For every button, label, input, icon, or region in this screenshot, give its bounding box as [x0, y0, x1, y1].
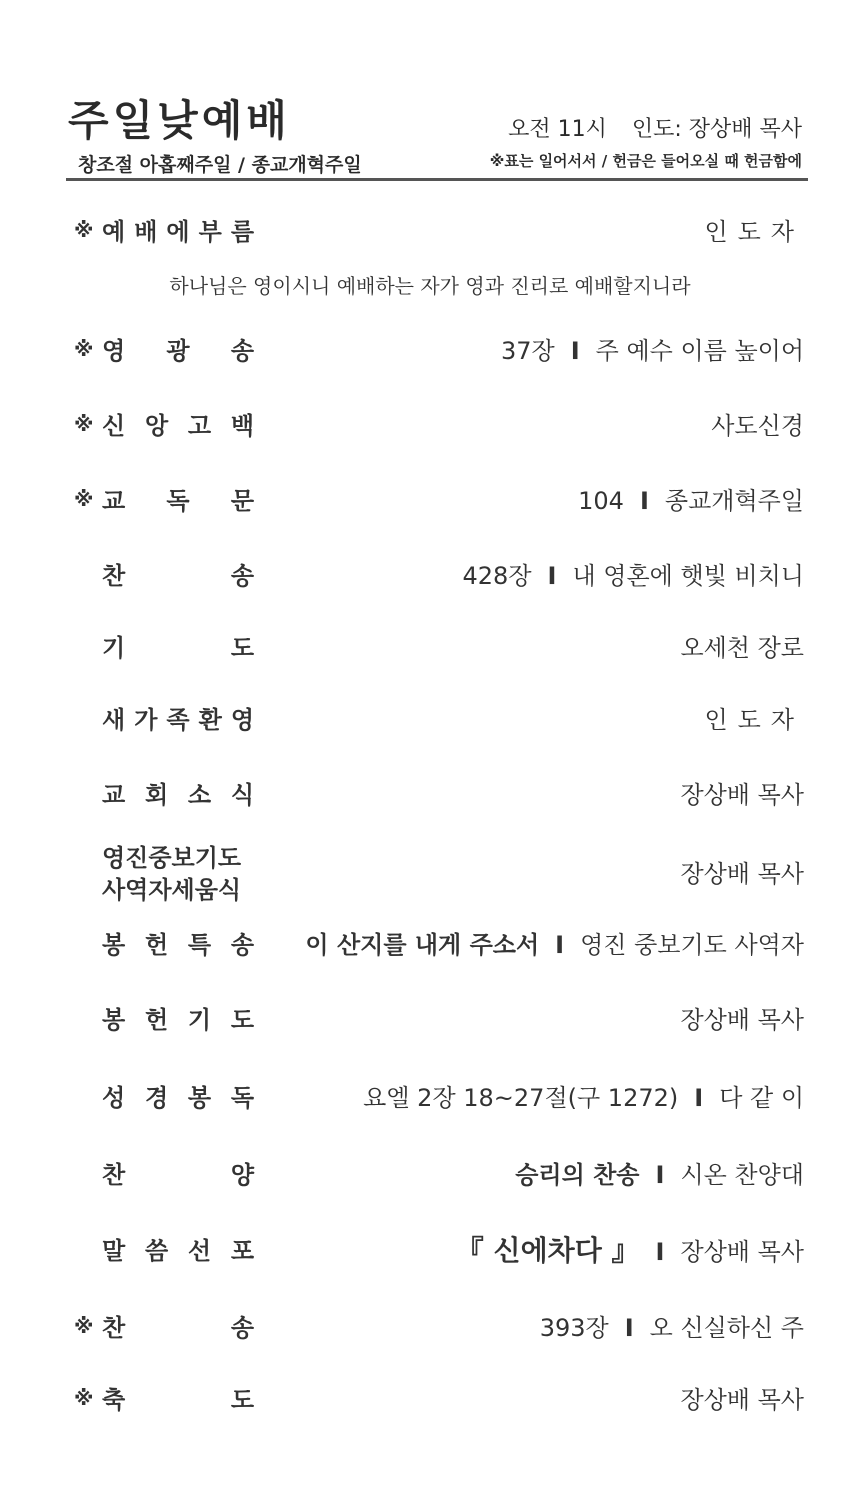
order-label-char: 찬: [102, 1314, 126, 1342]
order-label-char: 송: [230, 1314, 254, 1342]
order-label-char: 배: [134, 218, 158, 246]
order-label: [102, 558, 254, 594]
order-detail-main: 장상배 목사: [680, 1386, 804, 1414]
order-detail-main: 요엘 2장 18~27절(구 1272): [363, 1084, 679, 1112]
order-detail-rest: 종교개혁주일: [664, 487, 804, 515]
order-item: [0, 1080, 860, 1120]
order-label-char: 앙: [144, 412, 169, 440]
service-info: [508, 112, 802, 143]
order-label-char: 백: [230, 412, 254, 440]
order-item: [0, 1382, 860, 1422]
standing-mark: ※: [74, 1386, 94, 1410]
order-label-char: 찬: [102, 562, 126, 590]
order-label: [102, 333, 254, 369]
separator: Ι: [639, 487, 649, 515]
order-detail-main: 인도자: [704, 706, 804, 734]
order-detail: [501, 333, 804, 369]
order-label: [102, 777, 254, 813]
service-leader: 인도: 장상배 목사: [631, 117, 802, 142]
order-item: [0, 1233, 860, 1273]
order-label-char: 신: [102, 412, 126, 440]
order-item: [0, 1310, 860, 1350]
order-label-char: 헌: [144, 931, 169, 959]
order-detail-main: 오세천 장로: [680, 634, 804, 662]
order-detail: [711, 408, 804, 444]
order-label-char: 예: [102, 218, 126, 246]
order-item: [0, 842, 860, 906]
order-label-char: 교: [102, 781, 126, 809]
order-label-char: 문: [230, 487, 254, 515]
order-label-char: 광: [166, 337, 190, 365]
order-label-char: 도: [230, 1006, 254, 1034]
order-label: [102, 1080, 254, 1116]
order-item: [0, 927, 860, 967]
order-label-char: 부: [198, 218, 222, 246]
order-detail: [540, 1310, 804, 1346]
service-time: 오전 11시: [508, 117, 607, 142]
order-detail-main: 장상배 목사: [680, 860, 804, 888]
order-detail-main: 승리의 찬송: [515, 1161, 640, 1189]
order-detail: [578, 483, 804, 519]
order-label-char: 회: [144, 781, 169, 809]
order-item: [0, 1002, 860, 1042]
order-item: [0, 558, 860, 598]
order-label-char: 가: [134, 706, 158, 734]
order-label-char: 봉: [187, 1084, 212, 1112]
order-label: [102, 214, 254, 250]
order-label-char: 독: [166, 487, 190, 515]
order-item: [0, 1157, 860, 1197]
order-detail-rest: 다 같 이: [719, 1084, 804, 1112]
order-label: [102, 1157, 254, 1193]
order-label-char: 소: [187, 781, 212, 809]
order-label-char: 식: [230, 781, 254, 809]
separator: Ι: [570, 337, 580, 365]
order-label-char: 송: [230, 562, 254, 590]
order-item: [0, 630, 860, 670]
standing-mark: ※: [74, 487, 94, 511]
standing-mark: ※: [74, 218, 94, 242]
order-detail-rest: 내 영혼에 햇빛 비치니: [572, 562, 804, 590]
order-detail-main: 『 신에차다 』: [455, 1234, 640, 1267]
order-label-char: 영: [230, 706, 254, 734]
order-label: [102, 842, 254, 906]
separator: Ι: [547, 562, 557, 590]
order-detail: [680, 1002, 804, 1038]
order-detail-rest: 주 예수 이름 높이어: [595, 337, 804, 365]
order-label-char: 봉: [102, 1006, 126, 1034]
order-detail-main: 428장: [462, 562, 532, 590]
order-label-char: 환: [198, 706, 222, 734]
order-label-char: 말: [102, 1237, 126, 1265]
order-detail: [305, 927, 804, 963]
order-label-char: 기: [102, 634, 126, 662]
order-detail: [456, 1233, 804, 1270]
standing-note: ※표는 일어서서 / 헌금은 들어오실 때 헌금함에: [489, 152, 802, 170]
order-label: [102, 408, 254, 444]
order-label-char: 에: [166, 218, 190, 246]
order-detail: [463, 558, 804, 594]
standing-mark: ※: [74, 1314, 94, 1338]
separator: Ι: [655, 1238, 665, 1266]
order-detail-rest: 시온 찬양대: [680, 1161, 804, 1189]
order-label-char: 봉: [102, 931, 126, 959]
order-label-char: 기: [187, 1006, 212, 1034]
order-label-char: 선: [187, 1237, 212, 1265]
order-detail: [680, 1382, 804, 1418]
order-label-char: 포: [230, 1237, 254, 1265]
order-label-char: 송: [230, 337, 254, 365]
order-label-char: 도: [230, 634, 254, 662]
order-detail-main: 104: [578, 487, 624, 515]
order-detail: [704, 214, 804, 250]
order-item: [0, 408, 860, 448]
header-divider: [66, 178, 808, 181]
order-detail-main: 사도신경: [711, 412, 804, 440]
order-detail: [363, 1080, 804, 1116]
order-detail: [680, 777, 804, 813]
order-detail-rest: 오 신실하신 주: [649, 1314, 804, 1342]
order-label-char: 헌: [144, 1006, 169, 1034]
order-detail-main: 393장: [539, 1314, 609, 1342]
order-label: [102, 927, 254, 963]
order-label-char: 성: [102, 1084, 126, 1112]
order-detail-rest: 장상배 목사: [680, 1238, 804, 1266]
order-detail: [515, 1157, 804, 1193]
order-detail-main: 이 산지를 내게 주소서: [305, 931, 540, 959]
order-label-char: 교: [102, 487, 126, 515]
page-title: 주일낮예배: [68, 96, 291, 145]
order-label-char: 새: [102, 706, 126, 734]
order-label-char: 족: [166, 706, 190, 734]
order-label-line: 영진중보기도: [102, 844, 242, 872]
separator: Ι: [555, 931, 565, 959]
order-detail-main: 37장: [500, 337, 555, 365]
order-label-char: 영: [102, 337, 126, 365]
order-label: [102, 630, 254, 666]
order-detail: [680, 630, 804, 666]
service-subtitle: 창조절 아홉째주일 / 종교개혁주일: [78, 154, 362, 176]
standing-mark: ※: [74, 412, 94, 436]
order-label: [102, 483, 254, 519]
order-item: [0, 214, 860, 254]
standing-mark: ※: [74, 337, 94, 361]
order-item: [0, 702, 860, 742]
order-label: [102, 1382, 254, 1418]
order-item: [0, 483, 860, 523]
order-item: [0, 333, 860, 373]
order-label: [102, 1310, 254, 1346]
order-label-char: 도: [230, 1386, 254, 1414]
order-label-char: 고: [187, 412, 212, 440]
order-label: [102, 702, 254, 738]
order-label-char: 독: [230, 1084, 254, 1112]
order-detail: [680, 856, 804, 892]
separator: Ι: [694, 1084, 704, 1112]
order-label-char: 름: [230, 218, 254, 246]
call-to-worship-verse: 하나님은 영이시니 예배하는 자가 영과 진리로 예배할지니라: [169, 274, 691, 298]
order-label-char: 특: [187, 931, 212, 959]
order-label: [102, 1233, 254, 1269]
order-detail-main: 장상배 목사: [680, 1006, 804, 1034]
order-detail-main: 장상배 목사: [680, 781, 804, 809]
order-detail-main: 인도자: [704, 218, 804, 246]
order-label: [102, 1002, 254, 1038]
order-label-char: 축: [102, 1386, 126, 1414]
order-label-char: 양: [230, 1161, 254, 1189]
separator: Ι: [655, 1161, 665, 1189]
order-label-char: 씀: [144, 1237, 169, 1265]
order-label-char: 송: [230, 931, 254, 959]
order-item: [0, 777, 860, 817]
order-label-char: 경: [144, 1084, 169, 1112]
separator: Ι: [624, 1314, 634, 1342]
order-detail: [704, 702, 804, 738]
order-label-char: 찬: [102, 1161, 126, 1189]
order-label-line: 사역자세움식: [102, 876, 242, 904]
order-detail-rest: 영진 중보기도 사역자: [580, 931, 804, 959]
